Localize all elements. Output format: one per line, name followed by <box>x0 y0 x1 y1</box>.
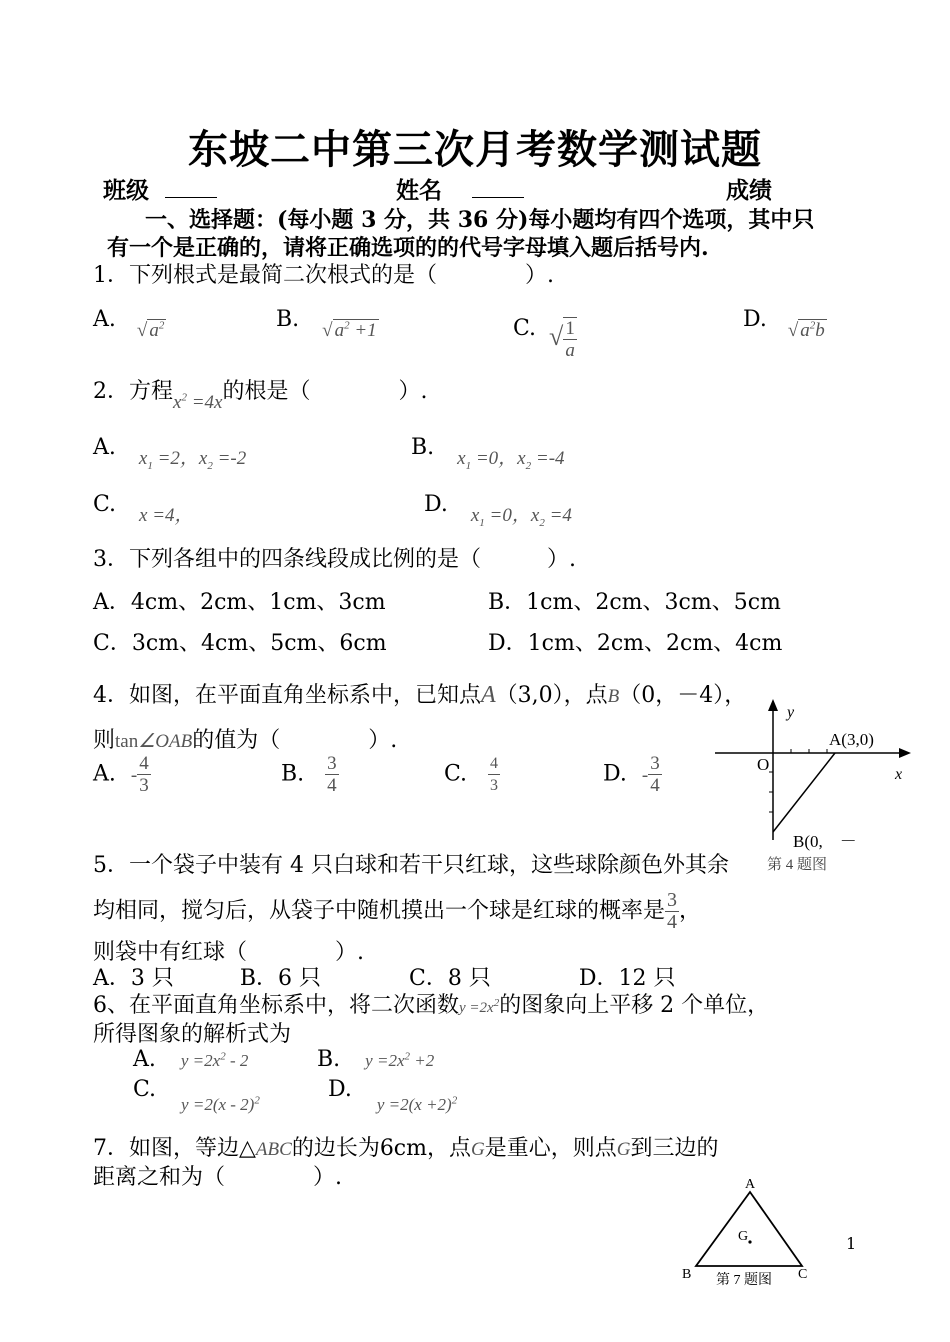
class-field <box>103 172 217 205</box>
q1-a-label: A. <box>93 307 116 332</box>
q4-point-a-label: A(3,0) <box>829 730 874 749</box>
q2-a-label: A. <box>93 435 116 460</box>
q7-vertex-c: C <box>798 1267 808 1282</box>
q7-line1-mid: 的边长为6cm，点 <box>291 1136 471 1161</box>
page-number: 1 <box>846 1234 857 1253</box>
q2-option-c <box>93 490 194 526</box>
q5-probability-frac: $\frac{3}{4}$ <box>667 889 678 933</box>
q6-option-d <box>328 1077 458 1114</box>
q7-centroid-label: G <box>738 1229 749 1244</box>
class-blank <box>165 179 217 198</box>
q4-option-d: D. - $\frac{3}{4}$ <box>603 753 660 796</box>
q2-stem <box>93 374 428 413</box>
q7-point-g-2: G <box>616 1139 631 1160</box>
q5-options: A．3 只 B．6 只 C．8 只 D．12 只 <box>93 966 676 991</box>
q7-point-g-1: G <box>471 1139 485 1160</box>
q6-option-b <box>317 1047 434 1072</box>
q7-centroid-dot <box>748 1240 751 1243</box>
q4-point-b-label: B(0, － <box>793 832 857 851</box>
q4-b-label: B. <box>281 761 305 787</box>
q6-a-math: $y =2x^2 - 2$ <box>180 1050 249 1070</box>
q2-d-label: D. <box>424 492 448 517</box>
q4-stem-pre: 4．如图，在平面直角坐标系中，已知点 <box>93 683 481 708</box>
q5-line2-post: ， <box>679 898 702 924</box>
q4-line2-pre: 则 <box>93 728 116 753</box>
q4-stem-post: （0，－4）， <box>619 683 747 708</box>
q4-y-arrow-icon <box>768 699 778 711</box>
q2-option-a <box>93 433 247 472</box>
q4-point-b-symbol: B <box>607 686 620 707</box>
q3-option-a: A．4cm、2cm、1cm、3cm <box>93 590 386 615</box>
q4-x-label: x <box>895 766 903 783</box>
q4-figure <box>705 695 920 875</box>
q1-d-label: D. <box>743 307 767 332</box>
q5-line-3: 则袋中有红球（ ）. <box>93 940 364 965</box>
q2-option-b <box>411 433 565 472</box>
score-label: 成绩 <box>726 177 772 204</box>
q2-option-d <box>424 490 572 529</box>
q1-option-d <box>743 307 827 341</box>
q6-option-a <box>133 1047 248 1072</box>
q4-d-frac: $\frac{3}{4}$ <box>650 753 660 796</box>
q1-b-math: √ $a^2 +1$ <box>322 319 377 341</box>
q6-c-math: y =2(x - 2)2 <box>181 1094 260 1114</box>
q4-y-label: y <box>787 704 795 721</box>
name-label: 姓名 <box>396 177 442 204</box>
q2-d-math: $x_1 =0$，$x_2 =4$ <box>470 505 572 529</box>
q3-option-b: B．1cm、2cm、3cm、5cm <box>488 590 781 615</box>
q5-line2-pre: 均相同，搅匀后，从袋子中随机摸出一个球是红球的概率是 <box>93 898 666 924</box>
q5-line-2 <box>93 890 701 933</box>
q4-a-label: A. <box>93 761 116 787</box>
q6-c-label: C. <box>133 1077 157 1102</box>
instructions-line-2: 有一个是正确的，请将正确选项的的代号字母填入题后括号内. <box>107 235 709 261</box>
q3-stem: 3．下列各组中的四条线段成比例的是（ ）. <box>93 547 576 572</box>
q3-option-c: C．3cm、4cm、5cm、6cm <box>93 631 387 656</box>
q1-b-label: B. <box>276 307 300 332</box>
q6-line-2: 所得图象的解析式为 <box>93 1022 292 1047</box>
q7-caption: 第 7 题图 <box>716 1273 772 1288</box>
q6-d-label: D. <box>328 1077 352 1102</box>
q7-line1-pre: 7．如图，等边△ <box>93 1136 256 1161</box>
q7-line-2: 距离之和为（ ）. <box>93 1165 342 1190</box>
class-label: 班级 <box>103 177 149 204</box>
instructions-line-1: 一、选择题：(每小题 3 分，共 36 分)每小题均有四个选项，其中只 <box>145 207 815 233</box>
q6-line1-pre: 6、在平面直角坐标系中，将二次函数 <box>93 993 459 1018</box>
q6-function: $y =2x^2$ <box>459 997 500 1016</box>
q4-c-frac: $\frac{4}{3}$ <box>490 755 499 794</box>
q2-b-label: B. <box>411 435 435 460</box>
q2-stem-pre: 2．方程 <box>93 379 173 404</box>
q4-stem-mid: （3,0），点 <box>495 683 608 708</box>
q1-option-b <box>276 307 379 341</box>
q2-a-math: $x_1 =2$，$x_2 =-2$ <box>138 448 247 472</box>
q6-a-label: A. <box>133 1047 156 1072</box>
q6-line1-post: 的图象向上平移 2 个单位， <box>499 993 770 1018</box>
q7-line1-post: 到三边的 <box>630 1136 719 1161</box>
q4-option-a: A. - $\frac{4}{3}$ <box>93 753 149 796</box>
q1-stem: 1．下列根式是最简二次根式的是（ ）. <box>93 263 554 288</box>
q1-c-math: √ $\frac{1}{a}$ <box>549 318 575 361</box>
q6-d-math: y =2(x +2)2 <box>376 1094 458 1114</box>
q7-vertex-b: B <box>682 1267 692 1282</box>
q5-line-1: 5．一个袋子中装有 4 只白球和若干只红球，这些球除颜色外其余 <box>93 853 729 878</box>
q4-line-2 <box>93 723 397 754</box>
q7-line-1 <box>93 1131 719 1162</box>
q2-equation: $x^2 =4x$ <box>173 391 223 413</box>
q4-caption: 第 4 题图 <box>767 857 828 873</box>
q7-triangle <box>696 1192 802 1266</box>
q1-option-a <box>93 307 166 341</box>
q4-segment-ab <box>773 753 835 832</box>
page-title: 东坡二中第三次月考数学测试题 <box>188 126 762 173</box>
q7-line1-mid2: 是重心，则点 <box>484 1136 617 1161</box>
q4-point-a-symbol: A <box>481 682 496 708</box>
q4-origin-label: O <box>757 755 770 774</box>
q1-option-c <box>513 307 577 361</box>
q4-line2-post: 的值为（ ）. <box>192 728 398 753</box>
q4-option-b <box>281 753 339 796</box>
q3-option-d: D．1cm、2cm、2cm、4cm <box>488 631 783 656</box>
q4-d-label: D. <box>603 761 627 787</box>
q4-c-label: C. <box>444 761 468 787</box>
q4-x-arrow-icon <box>899 748 911 758</box>
q6-line-1 <box>93 988 769 1019</box>
q1-c-label: C. <box>513 315 537 341</box>
q4-option-c <box>444 753 500 796</box>
q6-b-label: B. <box>317 1047 341 1072</box>
q1-d-math: √ $a^2b$ <box>787 319 825 341</box>
q4-a-frac: $\frac{4}{3}$ <box>139 753 149 796</box>
q6-b-math: $y =2x^2 +2$ <box>365 1050 435 1070</box>
q2-stem-post: 的根是（ ）. <box>222 379 428 404</box>
q2-c-label: C. <box>93 492 117 517</box>
q1-a-math: √ $a^2$ <box>136 319 165 341</box>
q2-c-math: x =4， <box>139 505 194 526</box>
q7-figure <box>672 1170 822 1295</box>
name-field <box>396 172 524 205</box>
name-blank <box>472 179 524 198</box>
q7-vertex-a: A <box>745 1177 756 1192</box>
q4-tan-expression: tan∠OAB <box>115 731 193 752</box>
q4-stem <box>93 678 746 709</box>
q4-b-frac: $\frac{3}{4}$ <box>327 753 337 796</box>
q2-b-math: $x_1 =0$，$x_2 =-4$ <box>457 448 565 472</box>
q6-option-c <box>133 1077 260 1114</box>
q7-triangle-abc: ABC <box>255 1139 292 1160</box>
